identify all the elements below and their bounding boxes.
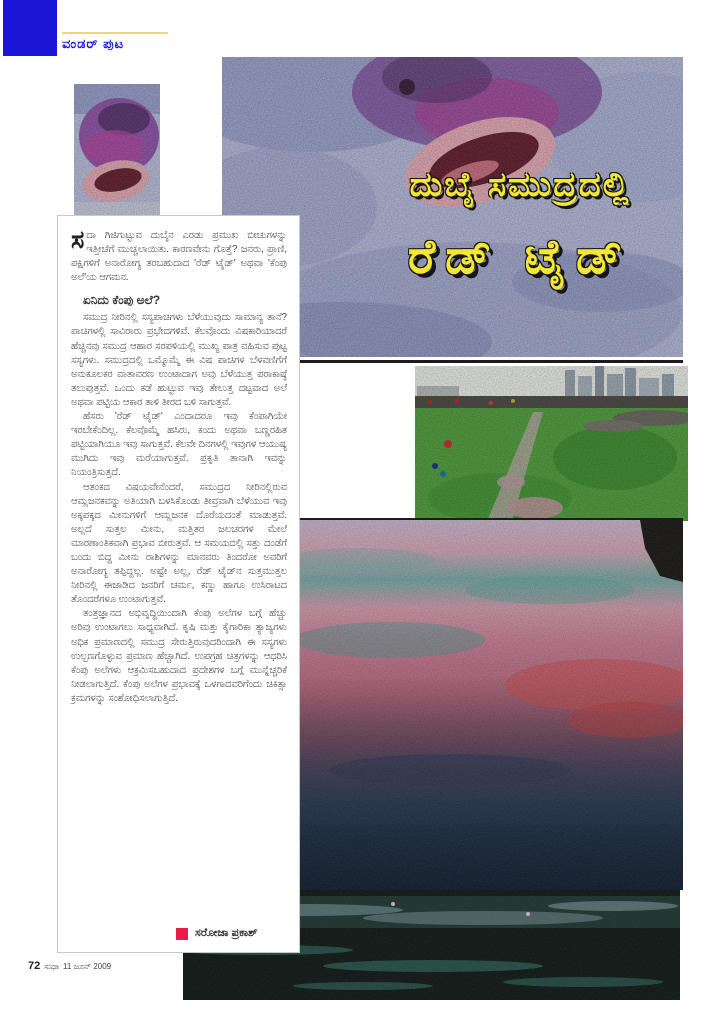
byline bbox=[176, 927, 258, 940]
byline-name: ಸರೋಜಾ ಪ್ರಕಾಶ್ bbox=[195, 927, 258, 939]
footer-page-number: 72 bbox=[28, 960, 41, 972]
article-paragraph: ಸಮುದ್ರ ನೀರಿನಲ್ಲಿ ಸಸ್ಯಪಾಚಿಗಳು ಬೆಳೆಯುವುದು ಸಾಮಾನ್ಯ ತಾನೆ? ಪಾಚಿಗಳಲ್ಲಿ ಸಾವಿರಾರು ಪ್ರಭೇದಗಳಿವೆ. ಕೆಲವೊಂದು ವಿಷಕಾರಿಯಾದರೆ ಹೆಚ್ಚಿನವು ಸಮುದ್ರ ಆಹಾರ ಸರಪಳಿಯಲ್ಲಿ ಮುಖ್ಯ ಪಾತ್ರ ವಹಿಸುವ ಪುಟ್ಟ ಸಸ್ಯಗಳು. ಸಮುದ್ರದಲ್ಲಿ ಒಮ್ಮೊಮ್ಮೆ ಈ ವಿಷ ಪಾಚಿಗಳ ಬೆಳವಣಿಗೆಗೆ ಅನುಕೂಲಕರ ವಾತಾವರಣ ಉಂಟಾದಾಗ ಅವು ಬೆಳೆಯುತ್ತ ಪರಾಕಾಷ್ಠೆ ತಲುಪುತ್ತವೆ. ಒಂದು ಕಡೆ ಹುಟ್ಟುವ ಇವು ತೇಲುತ್ತ ದಟ್ಟವಾದ ಅಲೆ ಅಥವಾ ಪಟ್ಟಿಯ ಆಕಾರ ತಾಳಿ ತೀರದ ಬಳಿ ಸಾಗುತ್ತವೆ. bbox=[71, 312, 287, 408]
page-footer bbox=[28, 960, 111, 972]
article-subhead: ಏನಿದು ಕೆಂಪು ಅಲೆ? bbox=[83, 293, 161, 308]
masthead-section-label: ವಂಡರ್ ಪುಟ bbox=[62, 36, 125, 51]
footer-publication: ಸುಧಾ bbox=[44, 962, 60, 971]
headline-line2: ರೆಡ್ ಟೈಡ್ bbox=[407, 231, 633, 284]
headline bbox=[335, 168, 705, 282]
article-box bbox=[57, 215, 300, 953]
dropcap: ಸ bbox=[71, 226, 85, 254]
footer-date: 11 ಜೂನ್ 2009 bbox=[63, 962, 112, 971]
article-paragraph: ಆತಂಕದ ವಿಷಯವೇನೆಂದರೆ, ಸಮುದ್ರದ ನೀರಿನಲ್ಲಿರುವ ಆಮ್ಲಜನಕವನ್ನು ಅತಿಯಾಗಿ ಬಳಸಿಕೊಂಡು ತೀವ್ರವಾಗಿ ಬೆಳೆಯುವ ಇವು ಅಕ್ಕಪಕ್ಕದ ಮೀನುಗಳಿಗೆ ಆಮ್ಲಜನಕ ದೊರೆಯದಂತೆ ಮಾಡುತ್ತವೆ. ಅಲ್ಲದೆ ಸುತ್ತಲ ಮೀನು, ಮತ್ತಿತರ ಜಲಚರಗಳ ಮೇಲೆ ಮಾರಣಾಂತಿಕವಾಗಿ ಪ್ರಭಾವ ಬೀರುತ್ತವೆ. ಆ ಸಮಯದಲ್ಲಿ ಸತ್ತು ದಂಡೆಗೆ ಬಂದು ಬಿದ್ದ ಮೀನು ರಾಶಿಗಳನ್ನು ಮಾನವರು ತಿಂದರೋ ಅವರಿಗೆ ಅನಾರೋಗ್ಯ ತಪ್ಪಿದ್ದಲ್ಲ. ಅಷ್ಟೇ ಅಲ್ಲ, ರೆಡ್ ಟೈಡ್‌ನ ಸುತ್ತಮುತ್ತಲ ನೀರಿನಲ್ಲಿ ಈಜಾಡಿದ ಜನರಿಗೆ ಚರ್ಮ, ಕಣ್ಣು ಹಾಗೂ ಉಸಿರಾಟದ ತೊಂದರೆಗಳೂ ಉಂಟಾಗುತ್ತವೆ. bbox=[71, 481, 287, 606]
fish-closeup-photo bbox=[74, 84, 160, 215]
algae-beach-photo bbox=[415, 366, 688, 521]
article-paragraph: ಹೆಸರು 'ರೆಡ್ ಟೈಡ್' ಎಂದಾದರೂ ಇವು ಕೆಂಪಾಗಿಯೇ ಇರಬೇಕೆಂದಿಲ್ಲ. ಕೆಲವೊಮ್ಮೆ ಹಸಿರು, ಕಂದು ಅಥವಾ ಬಣ್ಣರಹಿತ ಪಟ್ಟಿಯಾಗಿಯೂ ಇವು ಸಾಗುತ್ತವೆ. ಕೆಲವೇ ದಿನಗಳಲ್ಲಿ ಇವುಗಳ ಆಯುಷ್ಯ ಮುಗಿದು ಇವು ಮರೆಯಾಗುತ್ತವೆ. ಪ್ರಕೃತಿ ತಾನಾಗಿ ಇವನ್ನು ನಿಯಂತ್ರಿಸುತ್ತದೆ. bbox=[71, 411, 287, 479]
article-lead bbox=[71, 226, 287, 285]
red-tide-ocean-photo bbox=[300, 518, 683, 892]
masthead-logo bbox=[3, 0, 57, 56]
article-lead-text: ದಾ ಗಿಜಿಗುಟ್ಟುವ ದುಬೈನ ಎರಡು ಪ್ರಮುಖ ಬೀಚುಗಳನ್ನು ಇತ್ತೀಚೆಗೆ ಮುಚ್ಚಲಾಯಿತು. ಕಾರಣವೇನು ಗೊತ್ತೆ? ಜನರು, ಪ್ರಾಣಿ, ಪಕ್ಷಿಗಳಿಗೆ ಅನಾರೋಗ್ಯ ತರಬಹುದಾದ 'ರೆಡ್ ಟೈಡ್' ಅಥವಾ 'ಕೆಂಪು ಅಲೆ'ಯ ಆಗಮನ. bbox=[71, 230, 287, 284]
masthead-rule bbox=[62, 32, 168, 34]
byline-square-icon bbox=[176, 928, 188, 940]
article-paragraph: ತಂತ್ರಜ್ಞಾನದ ಅಭಿವೃದ್ಧಿಯಿಂದಾಗಿ ಕೆಂಪು ಅಲೆಗಳ ಬಗ್ಗೆ ಹೆಚ್ಚು ಅರಿವು ಉಂಟಾಗಲು ಸಾಧ್ಯವಾಗಿದೆ. ಕೃಷಿ ಮತ್ತು ಕೈಗಾರಿಕಾ ತ್ಯಾಜ್ಯಗಳು ಅಧಿಕ ಪ್ರಮಾಣದಲ್ಲಿ ಸಮುದ್ರ ಸೇರುತ್ತಿರುವುದರಿಂದಾಗಿ ಈ ಸಸ್ಯಗಳು ಉಲ್ಬಣಗೊಳ್ಳುವ ಪ್ರಮಾಣ ಹೆಚ್ಚಾಗಿದೆ. ಉಪಗ್ರಹ ಚಿತ್ರಗಳನ್ನು ಆಧರಿಸಿ ಕೆಂಪು ಅಲೆಗಳು ಆಕ್ರಮಿಸಬಹುದಾದ ಪ್ರದೇಶಗಳ ಬಗ್ಗೆ ಮುನ್ನೆಚ್ಚರಿಕೆ ನೀಡಲಾಗುತ್ತಿದೆ. ಕೆಂಪು ಅಲೆಗಳ ಪ್ರಭಾವಕ್ಕೆ ಒಳಗಾದವರಿಗೆಂದು ಚಿಕಿತ್ಸಾ ಕ್ರಮಗಳನ್ನು ಸಂಶೋಧಿಸಲಾಗುತ್ತಿದೆ. bbox=[71, 608, 287, 704]
headline-line1: ದುಬೈ ಸಮುದ್ರದಲ್ಲಿ bbox=[409, 166, 631, 204]
